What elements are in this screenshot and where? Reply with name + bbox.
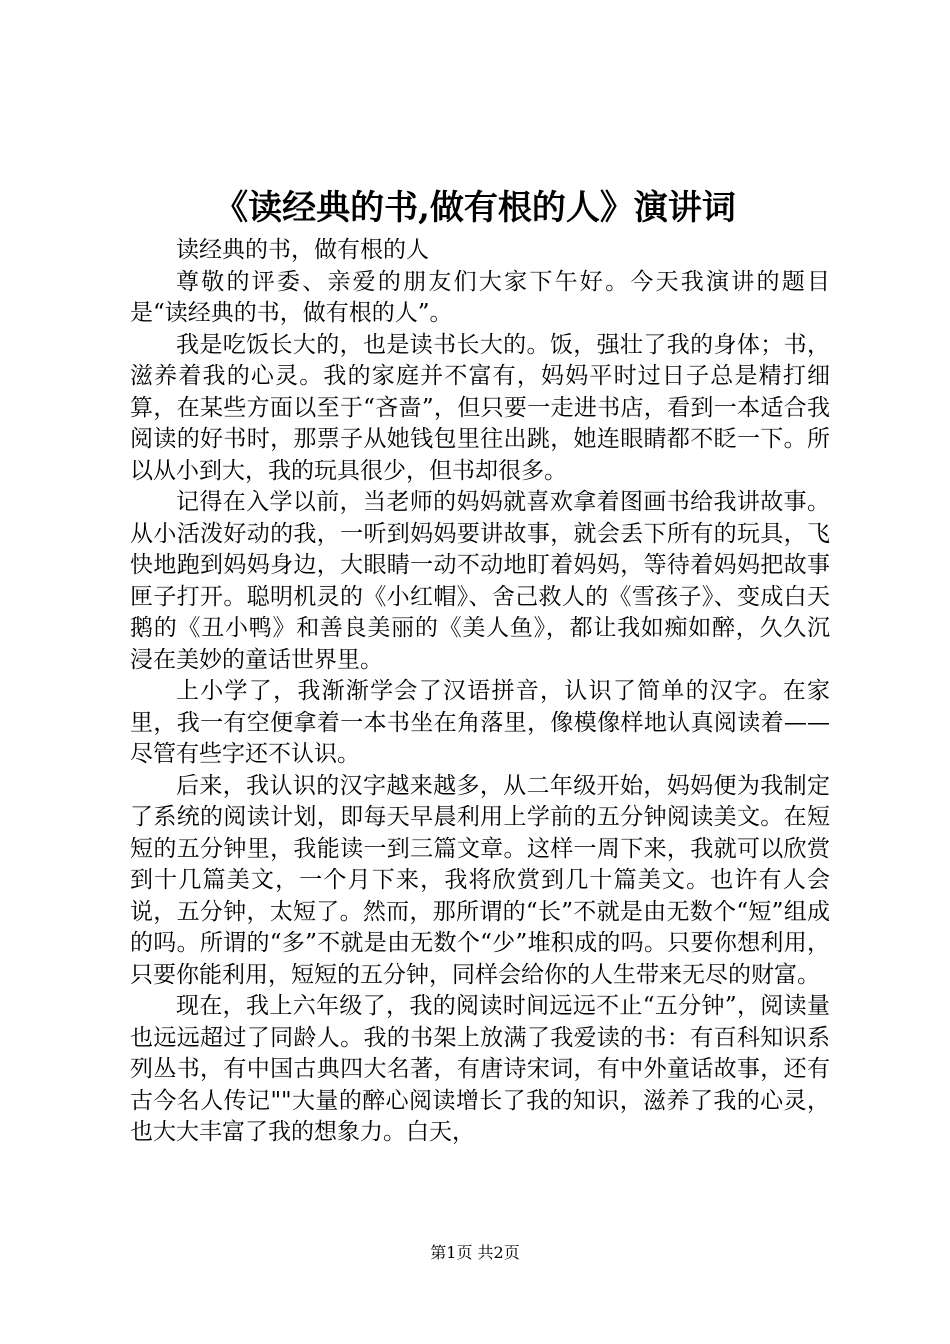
paragraph: 记得在入学以前，当老师的妈妈就喜欢拿着图画书给我讲故事。从小活泼好动的我，一听到妈妈要讲故事，就会丢下所有的玩具，飞快地跑到妈妈身边，大眼睛一动不动地盯着妈妈，等待着妈妈把故事匣子打开。聪明机灵的《小红帽》、舍己救人的《雪孩子》、变成白天鹅的《丑小鸭》和善良美丽的《美人鱼》，都让我如痴如醉，久久沉浸在美妙的童话世界里。 [130, 489, 830, 673]
paragraph: 我是吃饭长大的，也是读书长大的。饭，强壮了我的身体；书，滋养着我的心灵。我的家庭并不富有，妈妈平时过日子总是精打细算，在某些方面以至于“吝啬”，但只要一走进书店，看到一本适合我阅读的好书时，那票子从她钱包里往出跳，她连眼睛都不眨一下。所以从小到大，我的玩具很少，但书却很多。 [130, 331, 830, 484]
page-footer: 第1页 共2页 [430, 1243, 520, 1262]
document-body [130, 235, 830, 1149]
paragraph-subtitle: 读经典的书，做有根的人 [176, 237, 429, 263]
paragraph: 后来，我认识的汉字越来越多，从二年级开始，妈妈便为我制定了系统的阅读计划，即每天早晨利用上学前的五分钟阅读美文。在短短的五分钟里，我能读一到三篇文章。这样一周下来，我就可以欣赏到十几篇美文，一个月下来，我将欣赏到几十篇美文。也许有人会说，五分钟，太短了。然而，那所谓的“长”不就是由无数个“短”组成的吗。所谓的“多”不就是由无数个“少”堆积成的吗。只要你想利用，只要你能利用，短短的五分钟，同样会给你的人生带来无尽的财富。 [130, 772, 830, 988]
paragraph: 现在，我上六年级了，我的阅读时间远远不止“五分钟”，阅读量也远远超过了同龄人。我的书架上放满了我爱读的书：有百科知识系列丛书，有中国古典四大名著，有唐诗宋词，有中外童话故事，还有古今名人传记""大量的醉心阅读增长了我的知识，滋养了我的心灵，也大大丰富了我的想象力。白天， [130, 993, 830, 1145]
paragraph-greeting: 尊敬的评委、亲爱的朋友们大家下午好。今天我演讲的题目是“读经典的书，做有根的人”。 [130, 268, 830, 326]
paragraph: 上小学了，我渐渐学会了汉语拼音，认识了简单的汉字。在家里，我一有空便拿着一本书坐在角落里，像模像样地认真阅读着——尽管有些字还不认识。 [130, 678, 830, 767]
document-title: 《读经典的书,做有根的人》演讲词 [214, 188, 736, 228]
